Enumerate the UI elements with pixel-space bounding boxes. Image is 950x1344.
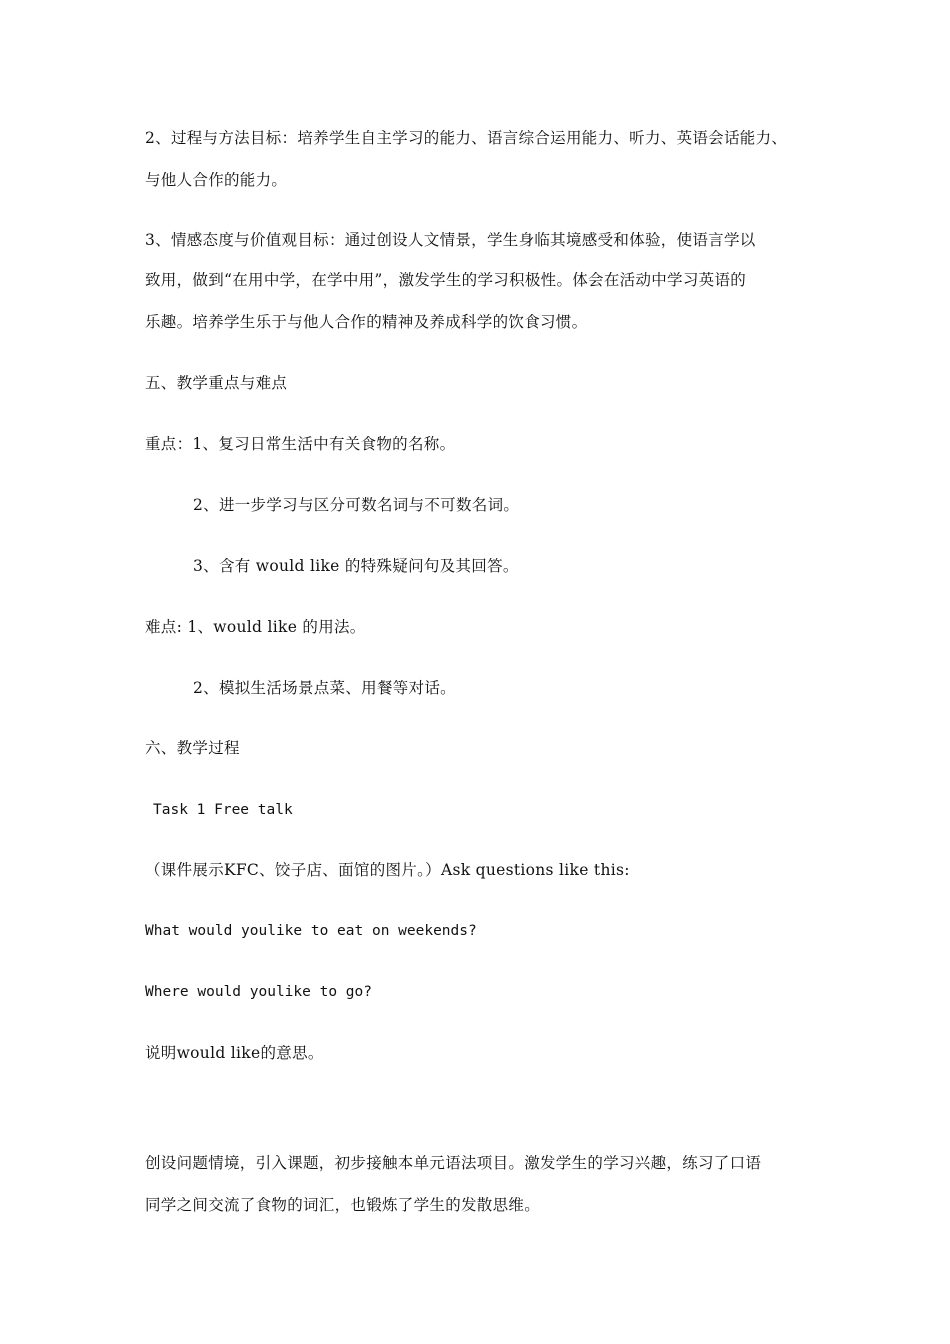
- key-point-3: 3、含有 would like 的特殊疑问句及其回答。: [193, 557, 519, 575]
- process-objective-line-1: 2、过程与方法目标：培养学生自主学习的能力、语言综合运用能力、听力、英语会话能力、: [145, 129, 788, 147]
- task-instruction: （课件展示KFC、饺子店、面馆的图片。）Ask questions like this:: [145, 861, 630, 879]
- emotion-objective-line-3: 乐趣。培养学生乐于与他人合作的精神及养成科学的饮食习惯。: [145, 313, 588, 331]
- question-1: What would youlike to eat on weekends?: [145, 923, 477, 939]
- emotion-objective-line-2: 致用，做到“在用中学，在学中用”，激发学生的学习积极性。体会在活动中学习英语的: [145, 271, 747, 289]
- key-points-heading: 五、教学重点与难点: [145, 374, 288, 392]
- design-note-line-2: 同学之间交流了食物的词汇，也锻炼了学生的发散思维。: [145, 1196, 541, 1214]
- difficult-point-2: 2、模拟生活场景点菜、用餐等对话。: [193, 679, 456, 697]
- process-objective-line-2: 与他人合作的能力。: [145, 171, 288, 189]
- key-point-1: 重点：1、复习日常生活中有关食物的名称。: [145, 435, 456, 453]
- question-2: Where would youlike to go?: [145, 984, 372, 1000]
- key-point-2: 2、进一步学习与区分可数名词与不可数名词。: [193, 496, 520, 514]
- would-like-explanation: 说明would like的意思。: [145, 1044, 324, 1062]
- emotion-objective-line-1: 3、情感态度与价值观目标：通过创设人文情景，学生身临其境感受和体验，使语言学以: [145, 231, 756, 249]
- design-note-line-1: 创设问题情境，引入课题，初步接触本单元语法项目。激发学生的学习兴趣，练习了口语: [145, 1154, 762, 1172]
- task-1-title: Task 1 Free talk: [153, 802, 293, 818]
- difficult-point-1: 难点: 1、would like 的用法。: [145, 618, 366, 636]
- teaching-process-heading: 六、教学过程: [145, 739, 240, 757]
